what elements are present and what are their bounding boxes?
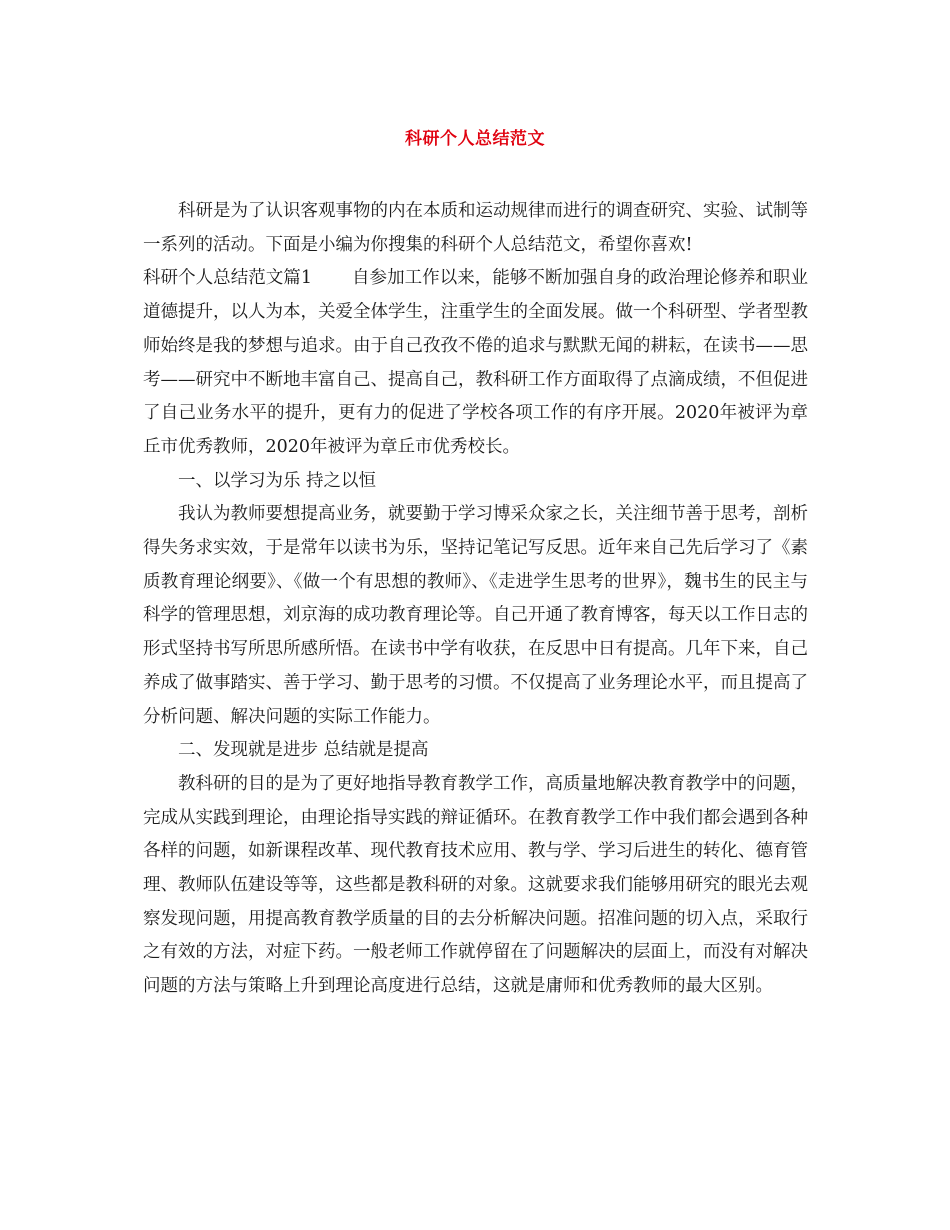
section-body-1: 我认为教师要想提高业务，就要勤于学习博采众家之长，关注细节善于思考，剖析得失务求实效，于是常年以读书为乐，坚持记笔记写反思。近年来自己先后学习了《素质教育理论纲要》、《做一个有思想的教师》、《走进学生思考的世界》，魏书生的民主与科学的管理思想，刘京海的成功教育理论等。自己开通了教育博客，每天以工作日志的形式坚持书写所思所感所悟。在读书中学有收获，在反思中日有提高。几年下来，自己养成了做事踏实、善于学习、勤于思考的习惯。不仅提高了业务理论水平，而且提高了分析问题、解决问题的实际工作能力。	[143, 504, 808, 727]
article-opening-paragraph	[143, 262, 808, 464]
article-opening-text: 自参加工作以来，能够不断加强自身的政治理论修养和职业道德提升，以人为本，关爱全体学生，注重学生的全面发展。做一个科研型、学者型教师始终是我的梦想与追求。由于自己孜孜不倦的追求与默默无闻的耕耘，在读书——思考——研究中不断地丰富自己、提高自己，教科研工作方面取得了点滴成绩，不但促进了自己业务水平的提升，更有力的促进了学校各项工作的有序开展。2020年被评为章丘市优秀教师，2020年被评为章丘市优秀校长。	[143, 268, 808, 457]
section-body-2: 教科研的目的是为了更好地指导教育教学工作，高质量地解决教育教学中的问题，完成从实践到理论，由理论指导实践的辩证循环。在教育教学工作中我们都会遇到各种各样的问题，如新课程改革、现代教育技术应用、教与学、学习后进生的转化、德育管理、教师队伍建设等等，这些都是教科研的对象。这就要求我们能够用研究的眼光去观察发现问题，用提高教育教学质量的目的去分析解决问题。招准问题的切入点，采取行之有效的方法，对症下药。一般老师工作就停留在了问题解决的层面上，而没有对解决问题的方法与策略上升到理论高度进行总结，这就是庸师和优秀教师的最大区别。	[143, 773, 808, 997]
intro-paragraph: 科研是为了认识客观事物的内在本质和运动规律而进行的调查研究、实验、试制等一系列的活动。下面是小编为你搜集的科研个人总结范文，希望你喜欢!	[143, 201, 808, 255]
section-heading-1: 一、以学习为乐 持之以恒	[178, 470, 377, 491]
section-heading-2: 二、发现就是进步 总结就是提高	[178, 740, 429, 761]
document-title: 科研个人总结范文	[405, 129, 545, 149]
article-label: 科研个人总结范文篇1	[143, 268, 312, 289]
document-body	[143, 195, 808, 1004]
